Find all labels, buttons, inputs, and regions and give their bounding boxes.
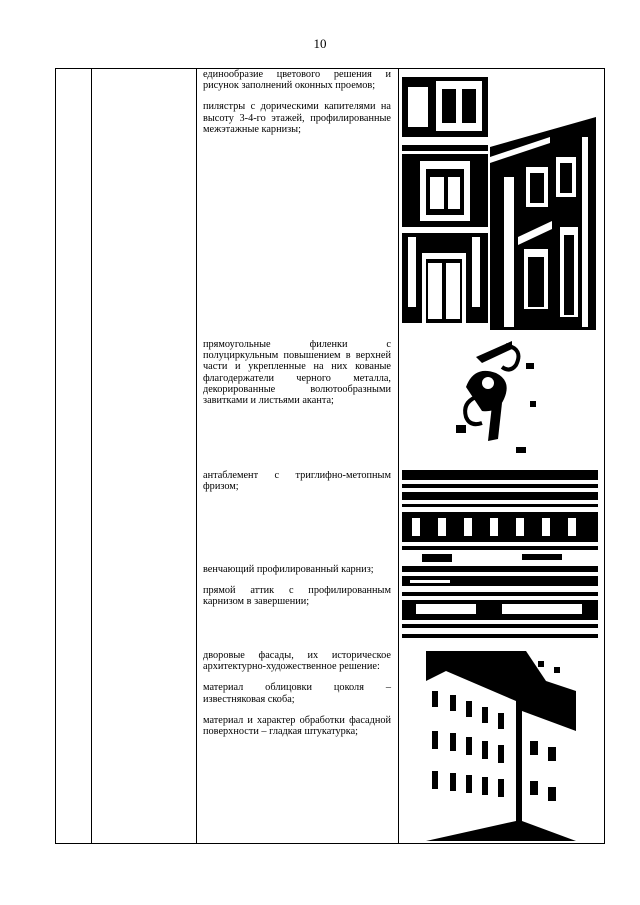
row-5-paragraph-2: материал облицовки цоколя – известняковая скоба; (203, 682, 391, 705)
row-3-paragraph-1: антаблемент с триглифно-метопным фризом; (203, 470, 391, 493)
row-5-paragraph-1: дворовые фасады, их историческое архитектурно-художественное решение: (203, 650, 391, 673)
entablature-cornice-photo (402, 470, 598, 640)
row-5-text (203, 650, 391, 737)
row-4-paragraph-1: венчающий профилированный карниз; (203, 564, 374, 575)
row-1-paragraph-1: единообразие цветового решения и рисунок заполнений оконных проемов; (203, 69, 391, 92)
row-5-paragraph-3: материал и характер обработки фасадной поверхности – гладкая штукатурка; (203, 714, 391, 738)
monument-protection-table (55, 68, 605, 844)
column-divider-1 (91, 69, 92, 843)
row-2-paragraph-1: прямоугольные филенки с полуциркульным повышением в верхней части и укрепленные на них кованые флагодержатели черного металла, декорированные волютообразными завитками и листьями аканта; (203, 339, 391, 407)
courtyard-facades-photo (426, 651, 576, 841)
column-divider-2 (196, 69, 197, 843)
row-4-paragraph-2: прямой аттик с профилированным карнизом в завершении; (203, 585, 391, 608)
row-2-text (203, 339, 391, 406)
row-1-paragraph-2: пилястры с дорическими капителями на высоту 3-4-го этажей, профилированные межэтажные карнизы; (203, 101, 391, 135)
pilasters-photo (490, 117, 596, 330)
row-4-text (203, 564, 391, 608)
page-number: 10 (313, 36, 327, 51)
row-3-text (203, 470, 391, 492)
column-divider-3 (398, 69, 399, 843)
facade-window-photo (402, 77, 488, 329)
row-1-text (203, 69, 391, 135)
flag-holder-photo (436, 337, 544, 459)
